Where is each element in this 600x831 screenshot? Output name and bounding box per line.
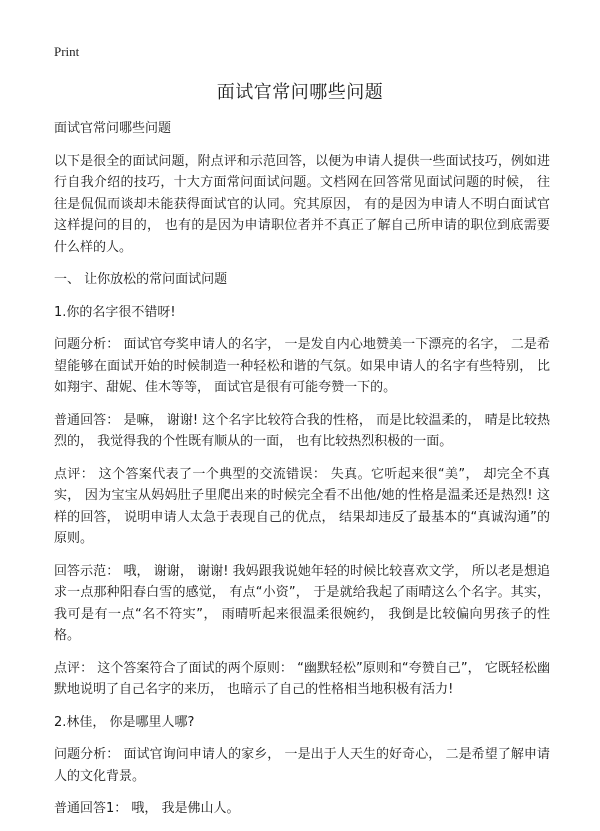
section-heading: 一、 让你放松的常问面试问题 — [54, 272, 228, 287]
intro-paragraph: 以下是很全的面试问题，附点评和示范回答，以便为申请人提供一些面试技巧，例如进行自我介绍的技巧，十大方面常问面试问题。文档网在回答常见面试问题的时候， 往往是侃侃而谈却未能获得面试官的认同。究其原因， 有的是因为申请人不明白面试官这样提问的目的， 也有的是因为申请职位者并不真正了解自己所申请的职位到底需要什么样的人。 — [54, 153, 550, 255]
comment-paragraph-2: 点评： 这个答案符合了面试的两个原则： “幽默轻松”原则和“夸赞自己”， 它既轻松幽默地说明了自己名字的来历， 也暗示了自己的性格相当地积极有活力! — [54, 660, 550, 697]
question-analysis-paragraph: 问题分析： 面试官夸奖申请人的名字， 一是发自内心地赞美一下漂亮的名字， 二是希望能够在面试开始的时候制造一种轻松和谐的气氛。如果申请人的名字有些特别， 比如翔宇、甜妮、佳木等等， 面试官是很有可能夸赞一下的。 — [54, 337, 550, 395]
document-body — [54, 118, 550, 831]
print-link[interactable]: Print — [54, 44, 80, 59]
comment-paragraph: 点评： 这个答案代表了一个典型的交流错误： 失真。它听起来很“美”， 却完全不真实， 因为宝宝从妈妈肚子里爬出来的时候完全看不出他/她的性格是温柔还是热烈! 这样的回答， 说明申请人太急于表现自己的优点， 结果却违反了最基本的“真诚沟通”的原则。 — [54, 466, 550, 546]
ordinary-answer-paragraph: 普通回答： 是嘛， 谢谢! 这个名字比较符合我的性格， 而是比较温柔的， 晴是比较热烈的， 我觉得我的个性既有顺从的一面， 也有比较热烈积极的一面。 — [54, 412, 550, 449]
sample-answer-paragraph: 回答示范： 哦， 谢谢， 谢谢! 我妈跟我说她年轻的时候比较喜欢文学， 所以老是想追求一点那种阳春白雪的感觉， 有点“小资”， 于是就给我起了雨晴这么个名字。其实， 我可是有一点“名不符实”， 雨晴听起来很温柔很婉约， 我倒是比较偏向男孩子的性格。 — [54, 563, 550, 643]
question-analysis-paragraph-2: 问题分析： 面试官询问申请人的家乡， 一是出于人天生的好奇心， 二是希望了解申请人的文化背景。 — [54, 747, 550, 784]
question-heading-2: 2.林佳， 你是哪里人哪? — [54, 714, 195, 730]
document-title: 面试官常问哪些问题 — [216, 82, 384, 103]
question-heading-1: 1.你的名字很不错呀! — [54, 304, 176, 320]
ordinary-answer-paragraph-2: 普通回答1： 哦， 我是佛山人。 — [54, 801, 240, 816]
subtitle-paragraph: 面试官常问哪些问题 — [54, 121, 172, 136]
